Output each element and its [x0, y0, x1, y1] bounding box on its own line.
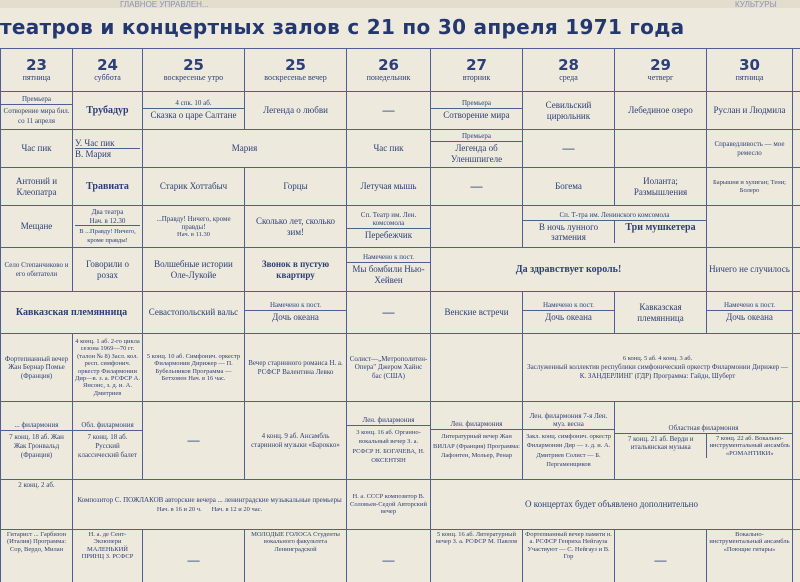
- schedule-table: [0, 48, 800, 582]
- cell: Вечер старинного романса Н. а. РСФСР Валентина Левко: [245, 334, 347, 402]
- edge-cell: [793, 334, 800, 402]
- theatre-row: [1, 248, 800, 292]
- cell: Севастопольский вальс: [143, 292, 245, 334]
- header-stamp-right: КУЛЬТУРЫ: [735, 0, 777, 9]
- cell: Травиата: [73, 168, 143, 206]
- cell: Антоний и Клеопатра: [1, 168, 73, 206]
- edge-cell: [793, 480, 800, 530]
- cell: Намечено к пост. Дочь океана: [245, 292, 347, 334]
- cell: Мещане: [1, 206, 73, 248]
- cell: 4 конц. 9 аб. Ансамбль старинной музыки «Бароккo»: [245, 402, 347, 480]
- cell: Кавказская племянница: [615, 292, 707, 334]
- cell: Премьера Сотворение мира бил. со 11 апреля: [1, 92, 73, 130]
- cell: —: [143, 530, 245, 582]
- cell: [431, 334, 523, 402]
- theatre-row: [1, 168, 800, 206]
- theatre-row: [1, 130, 800, 168]
- cell: Лебединое озеро: [615, 92, 707, 130]
- cell: 4 спк. 10 аб. Сказка о царе Салтане: [143, 92, 245, 130]
- day-header: 29 четверг: [615, 49, 707, 92]
- day-header-row: [1, 49, 800, 92]
- header-stamp-left: ГЛАВНОЕ УПРАВЛЕН...: [120, 0, 209, 9]
- cell: Н. а. СССР композитор В. Соловьев-Седой Авторский вечер: [347, 480, 431, 530]
- day-header: 27 вторник: [431, 49, 523, 92]
- cell: 6 конц. 5 аб. 4 конц. 3 аб. Заслуженный коллектив республики симфонический оркестр Филармонии Дирижер — К. ЗАНДЕРЛИНГ (ГДР) Программа: Гайдн, Шуберт: [523, 334, 793, 402]
- cell: Сп. Т-тра им. Ленинского комсомола В ночь лунного затмения Три мушкетера: [523, 206, 707, 248]
- cell: МОЛОДЫЕ ГОЛОСА Студенты вокального факультета Ленинградской: [245, 530, 347, 582]
- cell: Село Степанчиково и его обитатели: [1, 248, 73, 292]
- cell: 2 конц. 2 аб.: [1, 480, 73, 530]
- page-title: театров и концертных залов с 21 по 30 апреля 1971 года: [0, 15, 685, 39]
- cell: Ничего не случилось: [707, 248, 793, 292]
- edge-cell: [793, 292, 800, 334]
- cell: [707, 206, 793, 248]
- cell: Час пик: [347, 130, 431, 168]
- cell: Вокально-инструментальный ансамбль «Поющие гитары»: [707, 530, 793, 582]
- cell: Легенда о любви: [245, 92, 347, 130]
- edge-cell: [793, 248, 800, 292]
- cell: Намечено к пост. Дочь океана: [707, 292, 793, 334]
- cell: 5 конц. 16 аб. Литературный вечер З. а. РСФСР М. Павлов: [431, 530, 523, 582]
- day-header: 23 пятница: [1, 49, 73, 92]
- cell: Лен. филармония 7-я Лен. муз. весна Закл. конц. симфонич. оркестр Филармонии Дир — з. д. и. А. Дмитриев Солист — Б. Пергаменщиков: [523, 402, 615, 480]
- cell: Говорили о розах: [73, 248, 143, 292]
- cell: —: [347, 292, 431, 334]
- edge-cell: [793, 402, 800, 480]
- cell: О концертах будет объявлено дополнительно: [431, 480, 793, 530]
- day-header: 25 воскресенье утро: [143, 49, 245, 92]
- cell: [431, 206, 523, 248]
- cell: Справедливость — мое ремесло: [707, 130, 793, 168]
- cell: Солист—„Метрополитен-Опера" Джером Хайнс бас (США): [347, 334, 431, 402]
- cell: Трубадур: [73, 92, 143, 130]
- cell: Композитор С. ПОЖЛАКОВ авторские вечера ... ленинградские музыкальные премьеры Нач. в 16 и 20 ч. Нач. в 12 и 20 час.: [73, 480, 347, 530]
- cell: Кавказская племянница: [1, 292, 143, 334]
- concert-row: [1, 530, 800, 582]
- cell: Горцы: [245, 168, 347, 206]
- cell: Премьера Сотворение мира: [431, 92, 523, 130]
- cell: Гитарист ... Гарбизон (Италия) Программа: Сор, Вердо, Милан: [1, 530, 73, 582]
- edge-cell: [793, 130, 800, 168]
- cell: Сколько лет, сколько зим!: [245, 206, 347, 248]
- cell: Намечено к пост. Дочь океана: [523, 292, 615, 334]
- cell: Барышня и хулиган; Тени; Болеро: [707, 168, 793, 206]
- day-header: 25 воскресенье вечер: [245, 49, 347, 92]
- day-header: 30 пятница: [707, 49, 793, 92]
- cell: Севильский цирюльник: [523, 92, 615, 130]
- cell: Лен. филармония 3 конц. 16 аб. Органно-вокальный вечер З. а. РСФСР Н. БОГАЧЕВА, Н. ОКСЕНТЯН: [347, 402, 431, 480]
- cell: Руслан и Людмила: [707, 92, 793, 130]
- cell: Н. а. де Сент-Экзюпери МАЛЕНЬКИЙ ПРИНЦ З. РСФСР: [73, 530, 143, 582]
- cell: Иоланта; Размышления: [615, 168, 707, 206]
- cell: —: [347, 92, 431, 130]
- cell: ...Правду! Ничего, кроме правды! Нач. в 11.30: [143, 206, 245, 248]
- edge-cell: [793, 530, 800, 582]
- cell: Обл. филармония 7 конц. 18 аб. Русский классический балет: [73, 402, 143, 480]
- day-header: 28 среда: [523, 49, 615, 92]
- cell: Лен. филармония Литературный вечер Жан ВИЛАР (Франция) Программа: Лафонтен, Мольер, Ренар: [431, 402, 523, 480]
- edge-cell: [793, 168, 800, 206]
- theatre-row: [1, 292, 800, 334]
- cell: Намечено к пост. Мы бомбили Нью-Хейвен: [347, 248, 431, 292]
- cell: —: [143, 402, 245, 480]
- concert-row: [1, 334, 800, 402]
- cell: У. Час пик В. Мария: [73, 130, 143, 168]
- theatre-row: [1, 206, 800, 248]
- cell: 5 конц. 10 аб. Симфонич. оркестр Филармонии Дирижер — П. Бубельников Программа — Бетховен Нач. в 16 час.: [143, 334, 245, 402]
- cell: Богема: [523, 168, 615, 206]
- cell: 4 конц. 1 аб. 2-го цикла сезона 1969—70 гг. (талон № 8) Засл. кол. респ. симфонич. оркестр Филармонии Дир—в. з. а. РСФСР А. Янсонс, з. д. и. А. Дмитриев: [73, 334, 143, 402]
- concert-row: [1, 402, 800, 480]
- edge-cell: [793, 206, 800, 248]
- cell: Фортепианный вечер памяти н. а. РСФСР Генриха Нейгауза Участвуют — С. Нейгауз и В. Гор: [523, 530, 615, 582]
- cell: Летучая мышь: [347, 168, 431, 206]
- edge-cell: [793, 49, 800, 92]
- cell: Мария: [143, 130, 347, 168]
- cell: Два театра Нач. в 12.30 В ...Правду! Ничего, кроме правды!: [73, 206, 143, 248]
- cell: [615, 130, 707, 168]
- cell: —: [615, 530, 707, 582]
- cell: Областная филармония 7 конц. 21 аб. Верди и итальянская музыка 7 конц. 22 аб. Вокально-инструментальный ансамбль «РОМАНТИКИ»: [615, 402, 793, 480]
- cell: Сп. Театр им. Лен. комсомола Перебежчик: [347, 206, 431, 248]
- cell: —: [347, 530, 431, 582]
- edge-cell: [793, 92, 800, 130]
- theatre-row: [1, 92, 800, 130]
- cell: Фортепианный вечер Жан Бернар Помье (Франция): [1, 334, 73, 402]
- cell: ... филармония 7 конц. 18 аб. Жан Жак Гронвальд (Франция): [1, 402, 73, 480]
- day-header: 26 понедельник: [347, 49, 431, 92]
- concert-row: [1, 480, 800, 530]
- day-header: 24 суббота: [73, 49, 143, 92]
- cell: Час пик: [1, 130, 73, 168]
- cell: Премьера Легенда об Уленшпигеле: [431, 130, 523, 168]
- cell: Звонок в пустую квартиру: [245, 248, 347, 292]
- cell: Волшебные истории Оле-Лукойе: [143, 248, 245, 292]
- cell: Старик Хоттабыч: [143, 168, 245, 206]
- cell: Да здравствует король!: [431, 248, 707, 292]
- cell: Венские встречи: [431, 292, 523, 334]
- cell: —: [431, 168, 523, 206]
- cell: —: [523, 130, 615, 168]
